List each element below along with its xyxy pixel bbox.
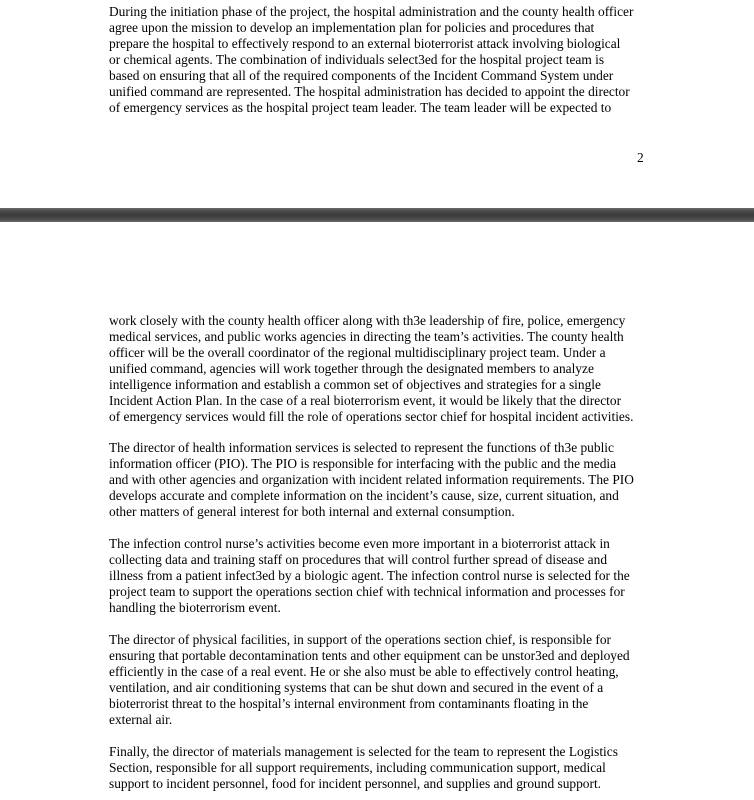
paragraph-materials-management: Finally, the director of materials management is selected for the team to represent the Logistics Section, responsible for all support requirements, including communication support, medical support to incident personnel, food for incident personnel, and supplies and ground support. — [109, 744, 618, 791]
page-number: 2 — [637, 150, 644, 165]
document-page-bottom — [0, 222, 754, 800]
paragraph-initiation-phase: During the initiation phase of the project, the hospital administration and the county health officer agree upon the mission to develop an implementation plan for policies and procedures that prepare the hospital to effectively respond to an external bioterrorist attack involving biological or chemical agents. The combination of individuals select3ed for the hospital project team is based on ensuring that all of the required components of the Incident Command System under unified command are represented. The hospital administration has decided to appoint the director of emergency services as the hospital project team leader. The team leader will be expected to — [109, 4, 634, 115]
paragraph-physical-facilities: The director of physical facilities, in support of the operations section chief, is responsible for ensuring that portable decontamination tents and other equipment can be unstor3ed and deployed efficiently in the case of a real event. He or she also must be able to effectively control heating, ventilation, and air conditioning systems that can be shut down and secured in the event of a bioterrorist threat to the hospital’s internal environment from contaminants floating in the external air. — [109, 632, 630, 727]
document-page-top — [0, 0, 754, 208]
page-separator — [0, 208, 754, 222]
paragraph-team-leader: work closely with the county health officer along with th3e leadership of fire, police, emergency medical services, and public works agencies in directing the team’s activities. The county health officer will be the overall coordinator of the regional multidisciplinary project team. Under a unified command, agencies will work together through the designated members to analyze intelligence information and establish a common set of objectives and strategies for a single Incident Action Plan. In the case of a real bioterrorism event, it would be likely that the director of emergency services would fill the role of operations sector chief for hospital incident activities. — [109, 313, 634, 424]
paragraph-infection-control-nurse: The infection control nurse’s activities become even more important in a bioterrorist attack in collecting data and training staff on procedures that will control further spread of disease and illness from a patient infect3ed by a biologic agent. The infection control nurse is selected for the project team to support the operations section chief with technical information and processes for handling the bioterrorism event. — [109, 536, 630, 615]
paragraph-public-information-officer: The director of health information services is selected to represent the functions of th3e public information officer (PIO). The PIO is responsible for interfacing with the public and the media and with other agencies and organization with incident related information requirements. The PIO develops accurate and complete information on the incident’s cause, size, current situation, and other matters of general interest for both internal and external consumption. — [109, 440, 634, 519]
